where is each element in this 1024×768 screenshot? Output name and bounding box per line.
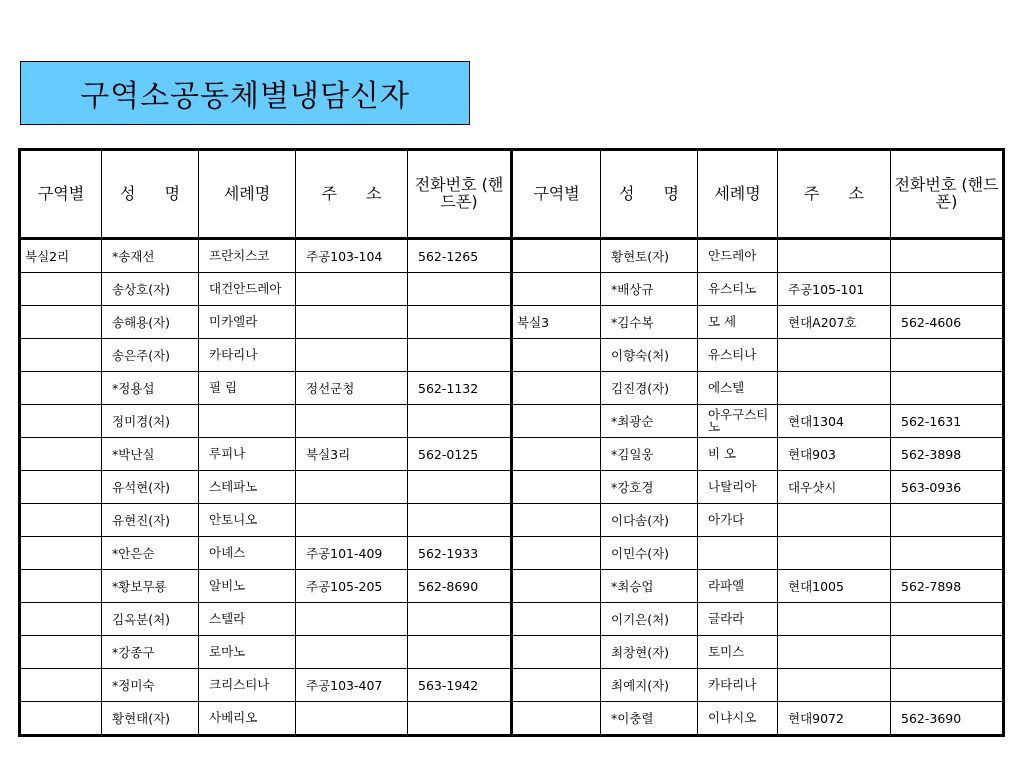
phone-cell xyxy=(891,603,1004,636)
header-baptismal-name: 세례명 xyxy=(698,150,778,239)
address-cell xyxy=(296,471,408,504)
phone-cell: 562-4606 xyxy=(891,306,1004,339)
district-cell xyxy=(20,603,102,636)
baptismal-name-cell: 아녜스 xyxy=(199,537,296,570)
phone-cell xyxy=(891,504,1004,537)
baptismal-name-cell: 아가다 xyxy=(698,504,778,537)
baptismal-name-cell: 스테파노 xyxy=(199,471,296,504)
table-row xyxy=(20,603,1004,636)
table-row xyxy=(20,504,1004,537)
baptismal-name-cell: 대건안드레아 xyxy=(199,273,296,306)
district-cell xyxy=(512,603,601,636)
baptismal-name-cell: 에스텔 xyxy=(698,372,778,405)
name-cell: 황현태(자) xyxy=(102,702,199,736)
district-cell xyxy=(20,570,102,603)
phone-cell xyxy=(408,405,512,438)
name-cell: 송상호(자) xyxy=(102,273,199,306)
table-row xyxy=(20,537,1004,570)
phone-cell: 562-3690 xyxy=(891,702,1004,736)
phone-cell: 562-8690 xyxy=(408,570,512,603)
address-cell xyxy=(778,372,891,405)
table-row xyxy=(20,405,1004,438)
phone-cell xyxy=(891,669,1004,702)
phone-cell xyxy=(408,471,512,504)
name-cell: *최광순 xyxy=(601,405,698,438)
baptismal-name-cell: 필 립 xyxy=(199,372,296,405)
phone-cell: 562-0125 xyxy=(408,438,512,471)
name-cell: 송은주(자) xyxy=(102,339,199,372)
address-cell: 대우샷시 xyxy=(778,471,891,504)
baptismal-name-cell: 이냐시오 xyxy=(698,702,778,736)
phone-cell: 562-3898 xyxy=(891,438,1004,471)
phone-cell: 562-1933 xyxy=(408,537,512,570)
district-cell: 북실3 xyxy=(512,306,601,339)
name-cell: *이충렬 xyxy=(601,702,698,736)
table-row xyxy=(20,636,1004,669)
name-cell: 유석현(자) xyxy=(102,471,199,504)
name-cell: *정미숙 xyxy=(102,669,199,702)
table-row xyxy=(20,273,1004,306)
district-cell xyxy=(512,239,601,273)
address-cell: 현대1005 xyxy=(778,570,891,603)
district-cell xyxy=(512,504,601,537)
name-cell: 김옥분(처) xyxy=(102,603,199,636)
district-cell xyxy=(512,372,601,405)
district-cell xyxy=(20,636,102,669)
baptismal-name-cell: 스텔라 xyxy=(199,603,296,636)
baptismal-name-cell xyxy=(698,537,778,570)
name-cell: *강호경 xyxy=(601,471,698,504)
baptismal-name-cell: 프란치스코 xyxy=(199,239,296,273)
baptismal-name-cell: 안드레아 xyxy=(698,239,778,273)
name-cell: 최예지(자) xyxy=(601,669,698,702)
table-header-row xyxy=(20,150,1004,239)
district-cell xyxy=(512,669,601,702)
phone-cell xyxy=(408,603,512,636)
district-cell xyxy=(20,339,102,372)
baptismal-name-cell: 유스티노 xyxy=(698,273,778,306)
address-cell xyxy=(296,702,408,736)
address-cell xyxy=(778,669,891,702)
name-cell: *황보무룡 xyxy=(102,570,199,603)
address-cell xyxy=(778,504,891,537)
address-cell xyxy=(296,339,408,372)
district-cell xyxy=(20,504,102,537)
name-cell: 이기은(처) xyxy=(601,603,698,636)
baptismal-name-cell: 크리스티나 xyxy=(199,669,296,702)
district-cell xyxy=(20,438,102,471)
name-cell: *최승업 xyxy=(601,570,698,603)
phone-cell xyxy=(408,702,512,736)
baptismal-name-cell: 미카엘라 xyxy=(199,306,296,339)
address-cell xyxy=(778,537,891,570)
header-phone: 전화번호 (핸드폰) xyxy=(891,150,1004,239)
district-cell xyxy=(512,570,601,603)
baptismal-name-cell: 알비노 xyxy=(199,570,296,603)
phone-cell xyxy=(408,339,512,372)
header-baptismal-name: 세례명 xyxy=(199,150,296,239)
header-address: 주 소 xyxy=(296,150,408,239)
header-address: 주 소 xyxy=(778,150,891,239)
address-cell xyxy=(296,273,408,306)
phone-cell xyxy=(891,239,1004,273)
address-cell: 정선군청 xyxy=(296,372,408,405)
table-row xyxy=(20,702,1004,736)
address-cell: 북실3리 xyxy=(296,438,408,471)
table-row xyxy=(20,239,1004,273)
name-cell: 이향숙(처) xyxy=(601,339,698,372)
address-cell xyxy=(296,504,408,537)
district-cell xyxy=(20,537,102,570)
baptismal-name-cell: 사베리오 xyxy=(199,702,296,736)
name-cell: *배상규 xyxy=(601,273,698,306)
name-cell: *정용섭 xyxy=(102,372,199,405)
phone-cell xyxy=(891,372,1004,405)
phone-cell xyxy=(408,273,512,306)
district-cell xyxy=(512,537,601,570)
page-title: 구역소공동체별냉담신자 xyxy=(20,61,470,125)
baptismal-name-cell: 안토니오 xyxy=(199,504,296,537)
district-cell xyxy=(20,471,102,504)
baptismal-name-cell: 글라라 xyxy=(698,603,778,636)
table-row xyxy=(20,669,1004,702)
parishioner-table xyxy=(18,148,1005,737)
name-cell: *안은순 xyxy=(102,537,199,570)
address-cell: 주공105-101 xyxy=(778,273,891,306)
district-cell xyxy=(512,471,601,504)
baptismal-name-cell: 모 세 xyxy=(698,306,778,339)
name-cell: *김수복 xyxy=(601,306,698,339)
table-row xyxy=(20,339,1004,372)
phone-cell: 562-7898 xyxy=(891,570,1004,603)
table-row xyxy=(20,438,1004,471)
address-cell: 주공101-409 xyxy=(296,537,408,570)
address-cell xyxy=(296,306,408,339)
baptismal-name-cell: 로마노 xyxy=(199,636,296,669)
address-cell: 현대9072 xyxy=(778,702,891,736)
district-cell xyxy=(20,702,102,736)
baptismal-name-cell: 비 오 xyxy=(698,438,778,471)
baptismal-name-cell: 카타리나 xyxy=(199,339,296,372)
phone-cell xyxy=(408,306,512,339)
table-row xyxy=(20,306,1004,339)
name-cell: *강종구 xyxy=(102,636,199,669)
name-cell: 최창현(자) xyxy=(601,636,698,669)
name-cell: 이민수(자) xyxy=(601,537,698,570)
header-district: 구역별 xyxy=(512,150,601,239)
district-cell xyxy=(20,306,102,339)
district-cell xyxy=(512,405,601,438)
address-cell xyxy=(778,239,891,273)
phone-cell: 562-1132 xyxy=(408,372,512,405)
phone-cell: 562-1265 xyxy=(408,239,512,273)
address-cell: 현대903 xyxy=(778,438,891,471)
name-cell: 이다솜(자) xyxy=(601,504,698,537)
header-phone: 전화번호 (핸드폰) xyxy=(408,150,512,239)
name-cell: 송해용(자) xyxy=(102,306,199,339)
district-cell xyxy=(512,273,601,306)
address-cell: 주공103-104 xyxy=(296,239,408,273)
baptismal-name-cell: 유스티나 xyxy=(698,339,778,372)
header-district: 구역별 xyxy=(20,150,102,239)
district-cell xyxy=(20,669,102,702)
name-cell: *김일웅 xyxy=(601,438,698,471)
phone-cell xyxy=(891,339,1004,372)
district-cell xyxy=(512,636,601,669)
address-cell xyxy=(296,603,408,636)
phone-cell: 563-1942 xyxy=(408,669,512,702)
address-cell: 주공105-205 xyxy=(296,570,408,603)
header-name: 성 명 xyxy=(102,150,199,239)
phone-cell: 563-0936 xyxy=(891,471,1004,504)
name-cell: 유현진(자) xyxy=(102,504,199,537)
table-row xyxy=(20,471,1004,504)
address-cell xyxy=(778,339,891,372)
address-cell: 주공103-407 xyxy=(296,669,408,702)
district-cell xyxy=(20,405,102,438)
address-cell: 현대A207호 xyxy=(778,306,891,339)
address-cell xyxy=(296,405,408,438)
district-cell xyxy=(20,273,102,306)
phone-cell xyxy=(408,636,512,669)
district-cell xyxy=(512,438,601,471)
header-name: 성 명 xyxy=(601,150,698,239)
district-cell: 북실2리 xyxy=(20,239,102,273)
name-cell: *박난실 xyxy=(102,438,199,471)
address-cell xyxy=(296,636,408,669)
name-cell: 황현토(자) xyxy=(601,239,698,273)
address-cell xyxy=(778,636,891,669)
district-cell xyxy=(20,372,102,405)
phone-cell xyxy=(891,273,1004,306)
baptismal-name-cell: 토미스 xyxy=(698,636,778,669)
baptismal-name-cell: 카타리나 xyxy=(698,669,778,702)
table-row xyxy=(20,570,1004,603)
name-cell: *송재선 xyxy=(102,239,199,273)
baptismal-name-cell xyxy=(199,405,296,438)
baptismal-name-cell: 나탈리아 xyxy=(698,471,778,504)
phone-cell xyxy=(891,636,1004,669)
table-row xyxy=(20,372,1004,405)
district-cell xyxy=(512,702,601,736)
phone-cell xyxy=(408,504,512,537)
baptismal-name-cell: 라파엘 xyxy=(698,570,778,603)
district-cell xyxy=(512,339,601,372)
phone-cell xyxy=(891,537,1004,570)
baptismal-name-cell: 루피나 xyxy=(199,438,296,471)
name-cell: 김진경(자) xyxy=(601,372,698,405)
baptismal-name-cell: 아우구스티노 xyxy=(698,405,778,438)
phone-cell: 562-1631 xyxy=(891,405,1004,438)
address-cell: 현대1304 xyxy=(778,405,891,438)
name-cell: 정미경(처) xyxy=(102,405,199,438)
address-cell xyxy=(778,603,891,636)
